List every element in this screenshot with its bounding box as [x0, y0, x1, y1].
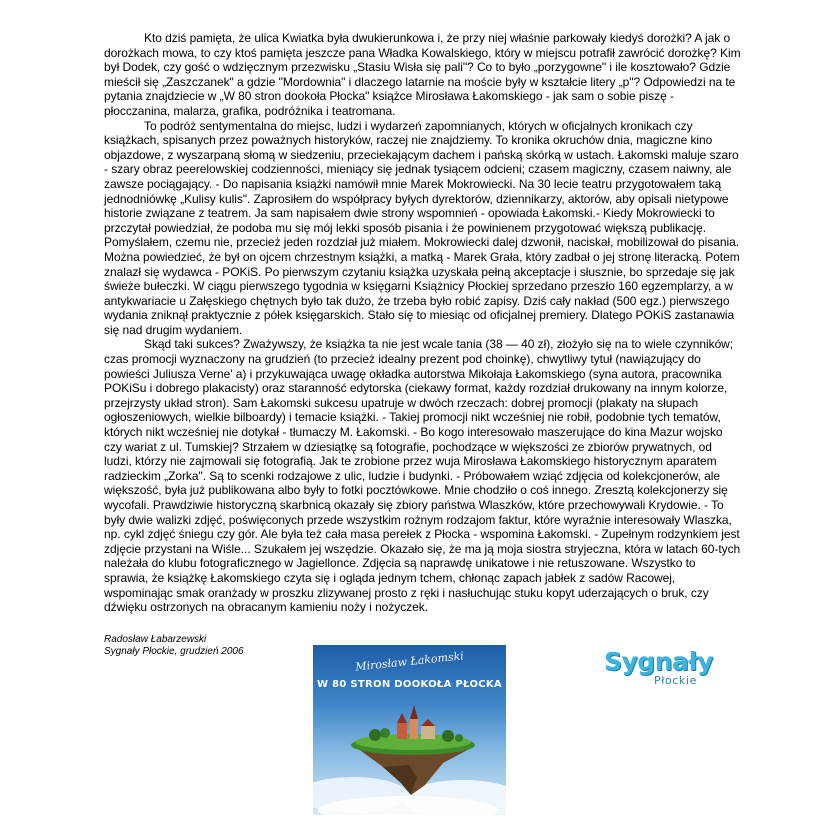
article-body: [104, 31, 742, 615]
cover-title: W 80 STRON DOOKOŁA PŁOCKA: [317, 679, 502, 690]
logo-sub-text: Płockie: [654, 674, 697, 687]
signature-author: Radosław Łabarzewski: [104, 634, 207, 645]
article-paragraph: To podróż sentymentalna do miejsc, ludzi i wydarzeń zapomnianych, których w oficjalnych kronikach czy książkach, spisanych przez poważnych historyków, raczej nie znajdziemy. To kronika okruchów dnia, magiczne kino objazdowe, z wyszarpaną słomą w siedzeniu, przeciekającym dachem i pańską skórką w ustach. Łakomski maluje szaro - szary obraz peerelowskiej codzienności, mieniący się jednak tysiącem odcieni; czasem magiczny, czasem naiwny, ale zawsze pociągający. - Do napisania książki namówił mnie Marek Mokrowiecki. Na 30 lecie teatru przygotowałem taką jednodniówkę „Kulisy kulis". Zaprosiłem do współpracy byłych dyrektorów, dziennikarzy, aktorów, aby opisali nietypowe historie związane z teatrem. Ja sam napisałem dwie strony wspomnień - opowiada Łakomski.- Kiedy Mokrowiecki to przczytał powiedział, że podoba mu się mój lekki sposób pisania i że powinienem przygotować większą publikację. Pomyślałem, czemu nie, przecież jeden rozdział już miałem. Mokrowiecki dalej dzwonił, naciskał, mobilizował do pisania. Można powiedzieć, że był on ojcem chrzestnym książki, a matką - Marek Grała, który zadbał o jej stronę literacką. Potem znalazł się wydawca - POKiS. Po pierwszym czytaniu książka uzyskała pełną akceptacje i słusznie, bo sprzedaje się jak świeże bułeczki. W ciągu pierwszego tygodnia w księgarni Książnicy Płockiej sprzedano przeszło 160 egzemplarzy, a w antykwariacie u Załęskiego chętnych było tak dużo, że trzeba było robić zapisy. Dziś cały nakład (500 egz.) pierwszego wydania zniknął praktycznie z półek księgarskich. Stało się to miesiąc od oficjalnej premiery. Dlatego POKiS zastanawia się nad drugim wydaniem.: [104, 118, 740, 337]
signature-source: Sygnały Płockie, grudzień 2006: [104, 646, 244, 657]
article-paragraph: Kto dziś pamięta, że ulica Kwiatka była dwukierunkowa i, że przy niej właśnie parkowały kiedyś dorożki? A jak o dorożkach mowa, to czy ktoś pamięta jeszcze pana Władka Kowalskiego, który w miejscu potrafił zawrócić dorożkę? Kim był Dodek, czy gość o wdzięcznym przezwisku „Stasiu Wisła się pali"? Co to było „porzygowne" i ile kosztowało? Gdzie mieścił się „Zaszczanek" a gdzie "Mordownia" i dlaczego latarnie na moście były w kształcie litery „p"? Odpowiedzi na te pytania znajdziecie w „W 80 stron dookoła Płocka" książce Mirosława Łakomskiego - jak sam o sobie piszę - płocczanina, malarza, grafika, podróżnika i teatromana.: [104, 31, 741, 118]
book-cover-image: [313, 645, 506, 815]
logo-main-text: Sygnały: [604, 647, 713, 676]
article-signature: [104, 634, 244, 658]
article-paragraph: Skąd taki sukces? Zważywszy, że książka ta nie jest wcale tania (38 — 40 zł), złożyło się na to wiele czynników; czas promocji wyznaczony na grudzień (to przecież idealny prezent pod choinkę), chwytliwy tytuł (nawiązujący do powieści Juliusza Verne' a) i przykuwająca uwagę okładka autorstwa Mikołaja Łakomskiego (syna autora, pracownika POKiSu i dobrego plakacisty) oraz staranność edytorska (ciekawy format, każdy rozdział drukowany na innym kolorze, przejrzysty układ stron). Sam Łakomski sukcesu upatruje w dwóch rzeczach: dobrej promocji (plakaty na słupach ogłoszeniowych, wielkie bilboardy) i temacie książki. - Takiej promocji nikt wcześniej nie robił, podobnie tych tematów, których nikt wcześniej nie dotykał - tłumaczy M. Łakomski. - Bo kogo interesowało maszerujące do kina Mazur wojsko czy wariat z ul. Tumskiej? Strzałem w dziesiątkę są fotografie, pochodzące w większości ze zbiorów prywatnych, od ludzi, którzy nie zajmowali się fotografią. Jak te zrobione przez wuja Mirosława Łakomskiego historycznym aparatem radzieckim „Zorka". Są to scenki rodzajowe z ulic, ludzie i budynki. - Próbowałem wziąć zdjęcia od kolekcjonerów, ale większość, była już publikowana albo były to fotki pocztówkowe. Mnie chodziło o coś innego. Zresztą kolekcjonerzy się wycofali. Prawdziwie historyczną skarbnicą okazały się zbiory państwa Wlaszków, które przechowywali Krydowie. - To były dwie walizki zdjęć, poświęconych przede wszystkim rożnym rodzajom faktur, które wyraźnie interesowały Wlaszka, np. cykl zdjęć śniegu czy gór. Ale była też cała masa perełek z Płocka - wspomina Łakomski. - Zupełnym rodzynkiem jest zdjęcie przystani na Wiśle... Szukałem jej wszędzie. Okazało się, że ma ją moja siostra stryjeczna, która w latach 60-tych należała do klubu fotograficznego w Jagiellonce. Zdjęcia są naprawdę unikatowe i nie retuszowane. Wszystko to sprawia, że książkę Łakomskiego czyta się i ogląda jednym tchem, chłonąc zapach jabłek z sadów Racowej, wspominając smak oranżady w proszku zlizywanej prosto z ręki i nasłuchując stuku kopyt uderzających o bruk, czy dźwięku ostrzonych na obracanym kamieniu noży i nożyczek.: [104, 337, 741, 615]
cover-author-script: Mirosław Łakomski: [354, 649, 465, 674]
sygnaly-plockie-logo: [604, 647, 714, 693]
